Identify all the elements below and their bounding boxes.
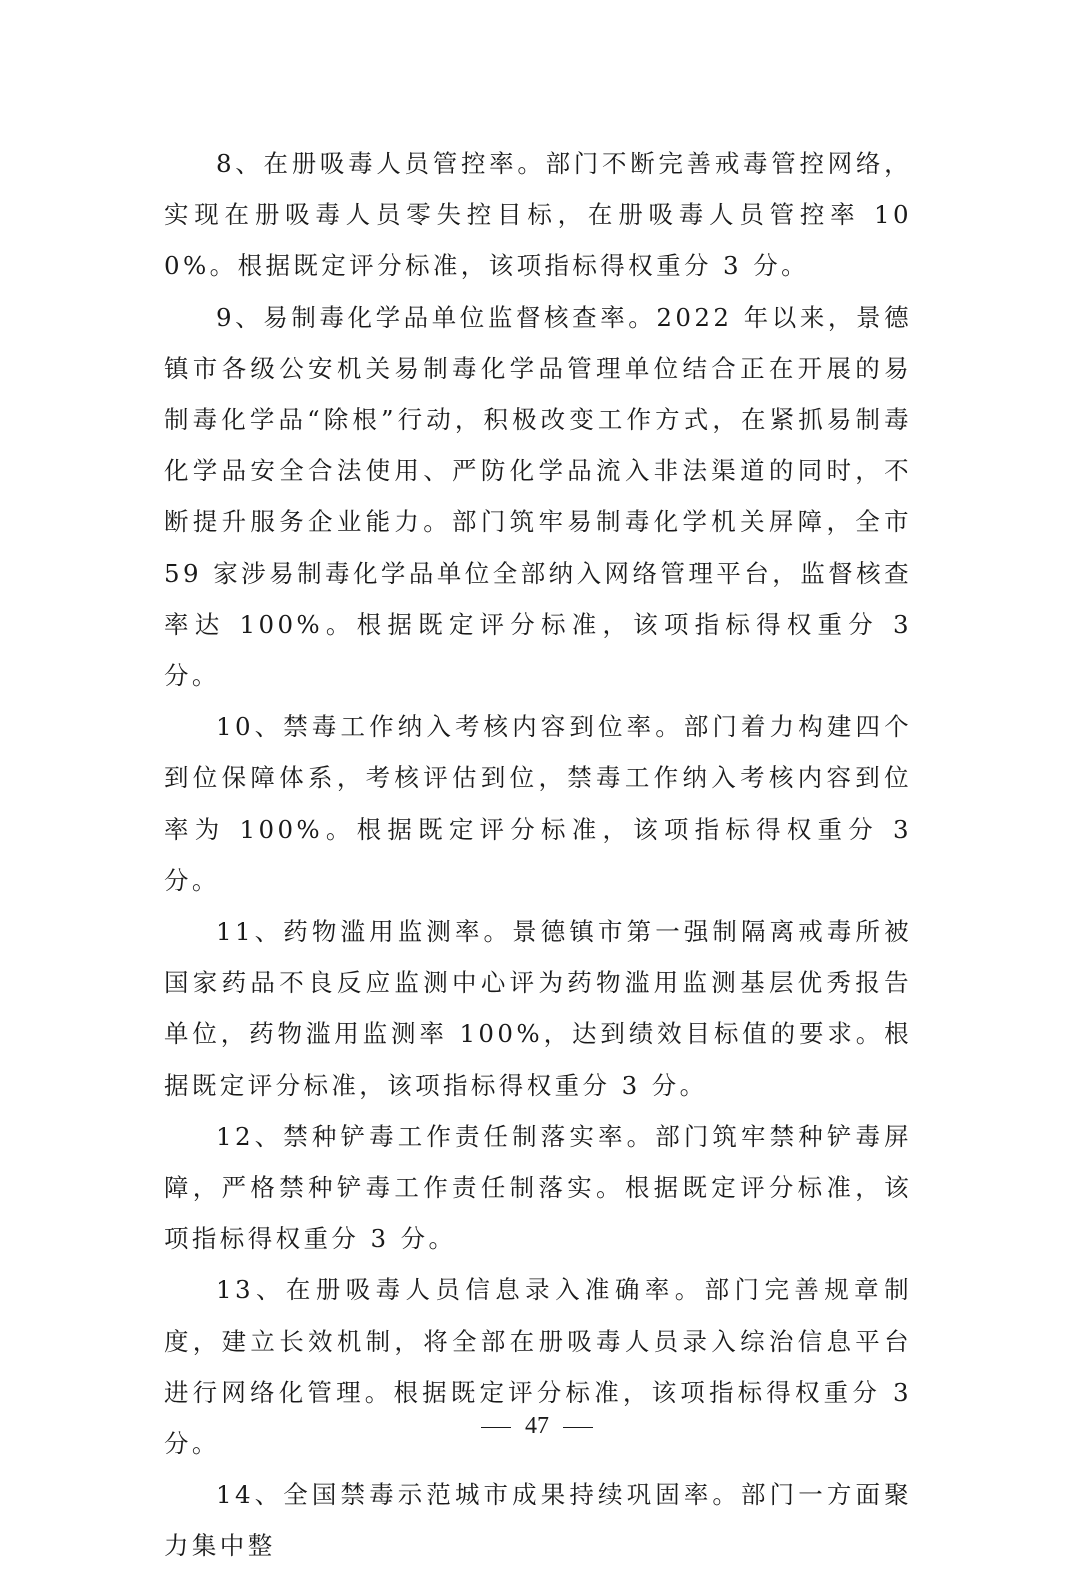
document-body	[164, 138, 912, 1572]
footer-dash-left	[481, 1427, 511, 1428]
paragraph-item-9: 9、易制毒化学品单位监督核查率。2022 年以来，景德镇市各级公安机关易制毒化学品管理单位结合正在开展的易制毒化学品“除根”行动，积极改变工作方式，在紧抓易制毒化学品安全合法使用、严防化学品流入非法渠道的同时，不断提升服务企业能力。部门筑牢易制毒化学机关屏障，全市 59 家涉易制毒化学品单位全部纳入网络管理平台，监督核查率达 100%。根据既定评分标准，该项指标得权重分 3 分。	[164, 302, 912, 691]
paragraph-item-14: 14、全国禁毒示范城市成果持续巩固率。部门一方面聚力集中整	[164, 1480, 912, 1561]
paragraph-item-8: 8、在册吸毒人员管控率。部门不断完善戒毒管控网络，实现在册吸毒人员零失控目标，在册吸毒人员管控率 100%。根据既定评分标准，该项指标得权重分 3 分。	[164, 149, 912, 281]
page-footer	[0, 1410, 1074, 1442]
paragraph-item-12: 12、禁种铲毒工作责任制落实率。部门筑牢禁种铲毒屏障，严格禁种铲毒工作责任制落实。根据既定评分标准，该项指标得权重分 3 分。	[164, 1121, 912, 1254]
paragraph-item-13: 13、在册吸毒人员信息录入准确率。部门完善规章制度，建立长效机制，将全部在册吸毒人员录入综治信息平台进行网络化管理。根据既定评分标准，该项指标得权重分 3 分。	[164, 1275, 912, 1459]
paragraph-item-10: 10、禁毒工作纳入考核内容到位率。部门着力构建四个到位保障体系，考核评估到位，禁毒工作纳入考核内容到位率为 100%。根据既定评分标准，该项指标得权重分 3 分。	[164, 712, 912, 895]
footer-dash-right	[563, 1427, 593, 1428]
paragraph-item-11: 11、药物滥用监测率。景德镇市第一强制隔离戒毒所被国家药品不良反应监测中心评为药物滥用监测基层优秀报告单位，药物滥用监测率 100%，达到绩效目标值的要求。根据既定评分标准，该项指标得权重分 3 分。	[164, 917, 912, 1100]
page-number: 47	[525, 1413, 549, 1439]
